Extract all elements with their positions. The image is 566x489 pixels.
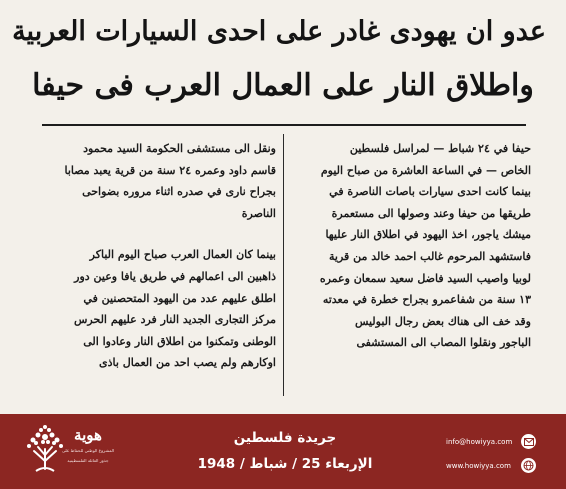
column-divider: [283, 134, 284, 396]
brand-block: [58, 426, 118, 464]
article-line: قاسم داود وعمره ٢٤ سنة من قرية يعبد مصابا: [64, 163, 276, 177]
article-line: اوكارهم ولم يصب احد من العمال باذى: [99, 356, 276, 370]
article-line: بجراح نارى في صدره اثناء مروره بضواحى: [82, 185, 276, 199]
headline-line-1: عدو ان يهودى غادر على احدى السيارات العربية: [12, 16, 546, 47]
article-line: ذاهبين الى اعمالهم في طريق يافا وعين دور: [74, 269, 276, 283]
article-line: بينما كان العمال العرب صباح اليوم الباكر: [89, 248, 276, 262]
publication-date: الإربعاء 25 / شباط / 1948: [197, 456, 373, 472]
globe-icon: [521, 458, 536, 473]
brand-tagline: جذور العائلة الفلسطينية: [67, 458, 109, 463]
paragraph-gap: [40, 224, 276, 244]
article-line: الباجور ونقلوا المصاب الى المستشفى: [356, 336, 531, 350]
article-line: اطلق عليهم عدد من اليهود المتحصنين في: [83, 291, 276, 305]
article-line: الخاص — في الساعة العاشرة من صباح اليوم: [320, 163, 531, 177]
article-line: حيفا في ٢٤ شباط — لمراسل فلسطين: [349, 142, 531, 155]
article-line: الناصرة: [241, 206, 276, 220]
article-line: الوطنى وتمكنوا من اطلاق النار وعادوا الى: [83, 334, 276, 348]
website-link[interactable]: www.howiyya.com: [446, 462, 511, 470]
article-line: ميشك ياجور، اخذ اليهود في اطلاق النار عليها: [325, 228, 531, 242]
article-line: بينما كانت احدى سيارات باصات الناصرة في: [329, 185, 531, 199]
brand-name: هوية: [74, 426, 102, 444]
article-right-column: [291, 138, 531, 354]
article-line: لوبيا واصيب السيد فاضل سعيد سمعان وعمره: [319, 271, 531, 285]
article-line: فاستشهد المرحوم غالب احمد خالد من قرية: [329, 249, 531, 263]
headline-divider: [42, 124, 526, 126]
email-icon: [521, 434, 536, 449]
article-left-column: [40, 138, 276, 374]
article-line: وقد خف الى هناك بعض رجال البوليس: [354, 314, 531, 328]
footer-banner: [0, 414, 566, 489]
article-line: مركز التجارى الجديد النار فرد عليهم الحرس: [73, 313, 276, 327]
article-line: ونقل الى مستشفى الحكومة السيد محمود: [83, 142, 276, 155]
email-link[interactable]: info@howiyya.com: [446, 438, 513, 446]
brand-tagline: المشروع الوطني للحفاظ على: [61, 448, 115, 453]
article-line: طريقها من حيفا وعند وصولها الى مستعمرة: [331, 206, 531, 220]
headline-line-2: واطلاق النار على العمال العرب فى حيفا: [32, 68, 534, 103]
newspaper-name: جريدة فلسطين: [233, 430, 337, 446]
article-line: ١٣ سنة من شفاعمرو بجراح خطرة في معدته: [322, 293, 531, 307]
